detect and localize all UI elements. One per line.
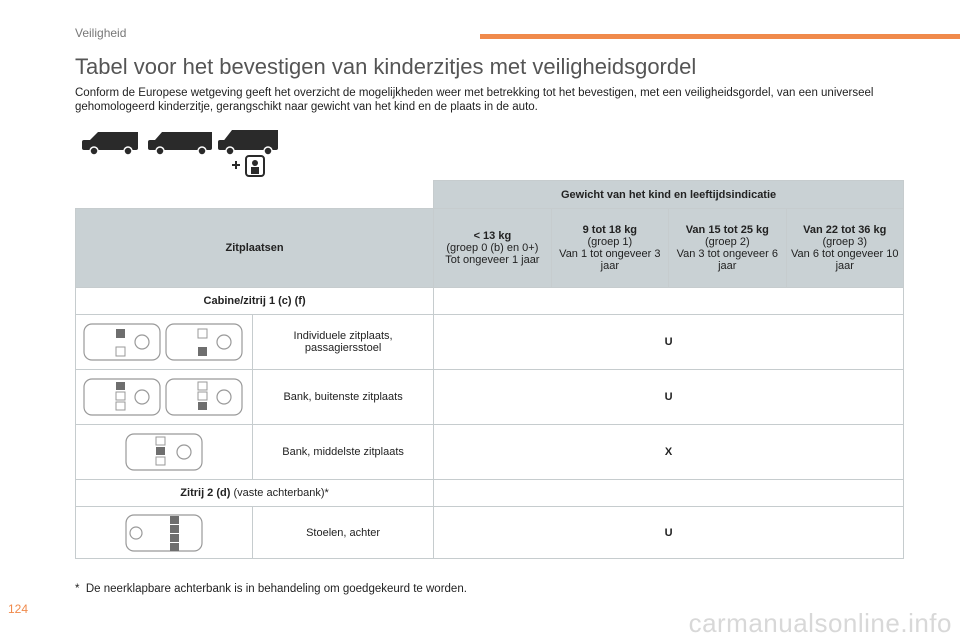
seat-diagram-icon xyxy=(76,315,253,370)
seat-label: Bank, buitenste zitplaats xyxy=(253,370,434,425)
seat-label: Stoelen, achter xyxy=(253,507,434,559)
weight-group-header: Gewicht van het kind en leeftijdsindicatie xyxy=(434,181,904,209)
column-header: Van 15 tot 25 kg (groep 2) Van 3 tot ongeveer 6 jaar xyxy=(669,209,786,288)
section-row-2-empty xyxy=(434,480,904,507)
footnote: * De neerklapbare achterbank is in behandeling om goedgekeurd te worden. xyxy=(75,583,467,595)
seat-diagram-icon xyxy=(76,507,253,559)
table-corner xyxy=(76,181,434,209)
intro-paragraph: Conform de Europese wetgeving geeft het overzicht de mogelijkheden weer met betrekking tot het bevestigen, met een veiligheidsgordel, van een universeel gehomologeerd kinderzitje, gerangschikt naar gewicht van het kind en de plaats in de auto. xyxy=(75,87,874,113)
column-header: 9 tot 18 kg (groep 1) Van 1 tot ongeveer 3 jaar xyxy=(551,209,668,288)
watermark: carmanualsonline.info xyxy=(688,608,952,638)
section-label: Veiligheid xyxy=(75,26,127,40)
header-accent-bar xyxy=(480,34,960,39)
seat-value: X xyxy=(434,425,904,480)
column-header: < 13 kg (groep 0 (b) en 0+) Tot ongeveer 1 jaar xyxy=(434,209,551,288)
seat-value: U xyxy=(434,370,904,425)
seat-diagram-icon xyxy=(76,425,253,480)
column-header: Van 22 tot 36 kg (groep 3) Van 6 tot ongeveer 10 jaar xyxy=(786,209,903,288)
seat-label: Individuele zitplaats, passagiersstoel xyxy=(253,315,434,370)
seats-header: Zitplaatsen xyxy=(76,209,434,288)
section-row-1: Cabine/zitrij 1 (c) (f) xyxy=(76,288,434,315)
seat-value: U xyxy=(434,507,904,559)
page-number: 124 xyxy=(8,602,29,616)
child-seat-table xyxy=(75,180,904,559)
section-row-1-empty xyxy=(434,288,904,315)
seat-label: Bank, middelste zitplaats xyxy=(253,425,434,480)
vehicle-variants-icon xyxy=(80,126,310,182)
seat-value: U xyxy=(434,315,904,370)
page-title: Tabel voor het bevestigen van kinderzitjes met veiligheidsgordel xyxy=(75,54,697,79)
section-row-2: Zitrij 2 (d) (vaste achterbank)* xyxy=(76,480,434,507)
seat-diagram-icon xyxy=(76,370,253,425)
